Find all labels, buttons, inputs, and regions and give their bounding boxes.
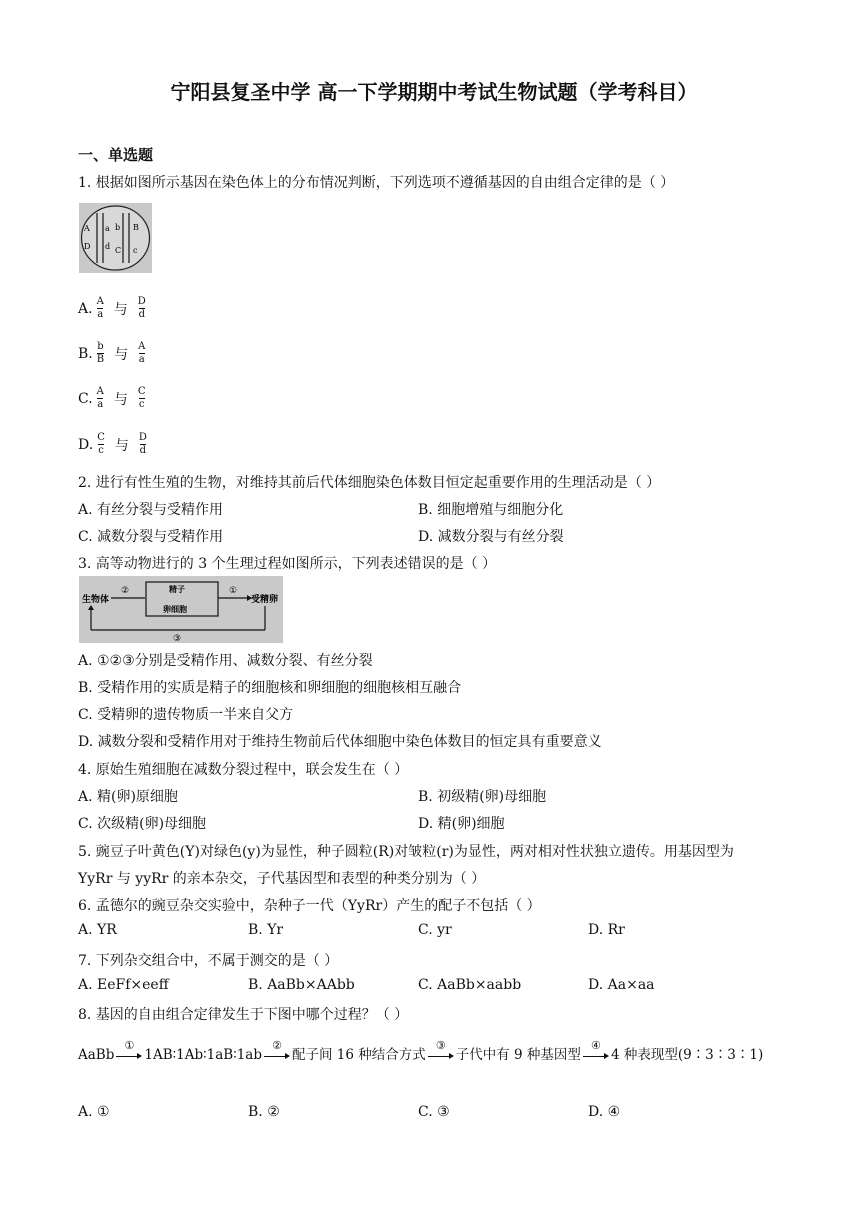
gene-label: C xyxy=(115,246,122,255)
cell-diagram-icon xyxy=(79,203,152,273)
q1-option-b[interactable] xyxy=(78,341,149,366)
fraction: $\frac{A}{a}$ xyxy=(96,296,104,320)
arrow-icon: ④ xyxy=(583,1051,609,1061)
q3-option-b[interactable]: B. 受精作用的实质是精子的细胞核和卵细胞的细胞核相互融合 xyxy=(78,680,462,696)
option-letter: B. xyxy=(78,345,93,362)
q8-option-b[interactable]: B. ② xyxy=(248,1104,280,1120)
step-number: ③ xyxy=(173,634,182,643)
q8-option-c[interactable]: C. ③ xyxy=(418,1104,450,1120)
gene-label: d xyxy=(105,242,111,251)
q8-flow xyxy=(78,1038,764,1063)
q3-option-d[interactable]: D. 减数分裂和受精作用对于维持生物前后代体细胞中染色体数目的恒定具有重要意义 xyxy=(78,734,602,750)
fraction: $\frac{C}{c}$ xyxy=(137,386,146,410)
option-letter: D. xyxy=(78,436,94,453)
q2-stem: 2. 进行有性生殖的生物，对维持其前后代体细胞染色体数目恒定起重要作用的生理活动是（ ） xyxy=(78,475,661,491)
q7-option-b[interactable]: B. AaBb×AAbb xyxy=(248,977,355,993)
q4-option-a[interactable]: A. 精(卵)原细胞 xyxy=(78,789,178,805)
q1-option-a[interactable] xyxy=(78,296,150,321)
option-letter: C. xyxy=(78,390,93,407)
q1-stem: 1. 根据如图所示基因在染色体上的分布情况判断，下列选项不遵循基因的自由组合定律的是（ ） xyxy=(78,175,675,191)
arrow-icon: ① xyxy=(116,1051,142,1061)
organism-label: 生物体 xyxy=(82,595,110,605)
connector-text: 与 xyxy=(113,301,128,318)
q1-option-d[interactable] xyxy=(78,432,151,457)
q3-option-a[interactable]: A. ①②③分别是受精作用、减数分裂、有丝分裂 xyxy=(78,653,373,669)
flow-step: 子代中有 9 种基因型 xyxy=(455,1047,581,1063)
q1-option-c[interactable] xyxy=(78,386,150,411)
q8-option-a[interactable]: A. ① xyxy=(78,1104,110,1120)
q3-stem: 3. 高等动物进行的 3 个生理过程如图所示，下列表述错误的是（ ） xyxy=(78,556,497,572)
q4-option-c[interactable]: C. 次级精(卵)母细胞 xyxy=(78,816,207,832)
option-letter: A. xyxy=(78,300,93,317)
fraction: $\frac{A}{a}$ xyxy=(138,341,146,365)
q2-option-c[interactable]: C. 减数分裂与受精作用 xyxy=(78,529,224,545)
q8-stem: 8. 基因的自由组合定律发生于下图中哪个过程？（ ） xyxy=(78,1007,409,1023)
q4-option-b[interactable]: B. 初级精(卵)母细胞 xyxy=(418,789,547,805)
flow-diagram-icon xyxy=(79,576,283,643)
flow-step: 4 种表现型(9∶3∶3∶1) xyxy=(610,1047,764,1063)
q7-option-a[interactable]: A. EeFf×eeff xyxy=(78,977,169,993)
arrow-icon: ② xyxy=(264,1051,290,1061)
arrow-icon: ③ xyxy=(428,1051,454,1061)
sperm-label: 精子 xyxy=(169,585,185,594)
q6-option-a[interactable]: A. YR xyxy=(78,922,117,938)
page-title: 宁阳县复圣中学 高一下学期期中考试生物试题（学考科目） xyxy=(170,80,698,104)
q6-option-d[interactable]: D. Rr xyxy=(588,922,625,938)
fraction: $\frac{D}{d}$ xyxy=(138,432,147,456)
fraction: $\frac{C}{c}$ xyxy=(97,432,105,456)
gene-label: a xyxy=(105,224,110,233)
gene-label: A xyxy=(84,224,90,233)
connector-text: 与 xyxy=(114,346,129,363)
flow-step: 1AB∶1Ab∶1aB∶1ab xyxy=(144,1047,262,1063)
q7-option-d[interactable]: D. Aa×aa xyxy=(588,977,655,993)
egg-label: 卵细胞 xyxy=(163,605,187,614)
gene-label: B xyxy=(133,223,139,232)
q6-option-c[interactable]: C. yr xyxy=(418,922,452,938)
q5-stem-line1: 5. 豌豆子叶黄色(Y)对绿色(y)为显性，种子圆粒(R)对皱粒(r)为显性，两对相对性状独立遗传。用基因型为 xyxy=(78,844,734,860)
q7-option-c[interactable]: C. AaBb×aabb xyxy=(418,977,522,993)
gene-label: c xyxy=(133,246,138,255)
q6-option-b[interactable]: B. Yr xyxy=(248,922,284,938)
q2-option-a[interactable]: A. 有丝分裂与受精作用 xyxy=(78,502,224,518)
q1-chromosome-figure xyxy=(79,203,152,273)
step-number: ① xyxy=(229,586,238,596)
q5-stem-line2: YyRr 与 yyRr 的亲本杂交，子代基因型和表型的种类分别为（ ） xyxy=(78,871,486,887)
fraction: $\frac{b}{B}$ xyxy=(96,341,105,365)
gene-label: b xyxy=(115,223,121,232)
q7-stem: 7. 下列杂交组合中，不属于测交的是（ ） xyxy=(78,953,339,969)
step-number: ② xyxy=(121,586,130,596)
q8-option-d[interactable]: D. ④ xyxy=(588,1104,621,1120)
q6-stem: 6. 孟德尔的豌豆杂交实验中，杂种子一代（YyRr）产生的配子不包括（ ） xyxy=(78,898,541,914)
q4-option-d[interactable]: D. 精(卵)细胞 xyxy=(418,816,505,832)
q4-stem: 4. 原始生殖细胞在减数分裂过程中，联会发生在（ ） xyxy=(78,762,409,778)
q2-option-d[interactable]: D. 减数分裂与有丝分裂 xyxy=(418,529,564,545)
fraction: $\frac{A}{a}$ xyxy=(96,386,104,410)
flow-step: AaBb xyxy=(78,1047,115,1063)
connector-text: 与 xyxy=(113,391,128,408)
flow-step: 配子间 16 种结合方式 xyxy=(292,1047,426,1063)
fraction: $\frac{D}{d}$ xyxy=(137,296,146,320)
section-heading: 一、单选题 xyxy=(78,146,154,164)
q3-option-c[interactable]: C. 受精卵的遗传物质一半来自父方 xyxy=(78,707,294,723)
q3-process-figure xyxy=(79,576,283,643)
zygote-label: 受精卵 xyxy=(251,595,279,605)
connector-text: 与 xyxy=(114,437,129,454)
gene-label: D xyxy=(84,242,91,251)
q2-option-b[interactable]: B. 细胞增殖与细胞分化 xyxy=(418,502,564,518)
